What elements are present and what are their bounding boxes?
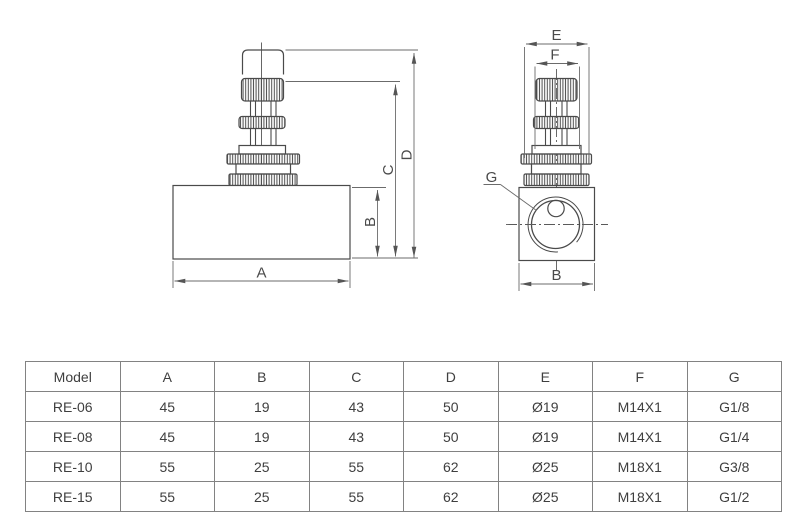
cell: 43: [309, 392, 404, 422]
knob-cap: [243, 50, 284, 75]
header-cell-f: F: [593, 362, 688, 392]
header-cell-a: A: [120, 362, 215, 392]
cell: 55: [120, 452, 215, 482]
flange-plate-2-side: [532, 164, 582, 174]
cell: G3/8: [687, 452, 782, 482]
cell: G1/4: [687, 422, 782, 452]
cell-model: RE-10: [26, 452, 121, 482]
dim-label-f: F: [550, 46, 560, 64]
cell: 45: [120, 422, 215, 452]
dim-label-c: C: [380, 164, 397, 176]
table-row-re15: [26, 482, 782, 512]
knurled-knob-side: [536, 79, 577, 102]
valve-body-front: [173, 186, 350, 260]
cell: Ø25: [498, 482, 593, 512]
cell: 25: [215, 482, 310, 512]
cell: 62: [404, 452, 499, 482]
cell-model: RE-15: [26, 482, 121, 512]
cell: 45: [120, 392, 215, 422]
header-cell-b: B: [215, 362, 310, 392]
header-cell-model: Model: [26, 362, 121, 392]
table-row-re06: [26, 392, 782, 422]
flange-plate: [239, 146, 286, 155]
knurled-knob: [242, 79, 284, 102]
flange-plate-2: [236, 164, 291, 174]
flange-plate-side: [532, 146, 581, 155]
cell: M14X1: [593, 422, 688, 452]
lower-stem: [251, 129, 277, 146]
cell: G1/8: [687, 392, 782, 422]
front-view: [173, 43, 350, 260]
cell: 19: [215, 422, 310, 452]
table-row-re08: [26, 422, 782, 452]
dim-label-e: E: [551, 27, 562, 44]
dim-label-d: D: [398, 149, 416, 161]
cell: M18X1: [593, 482, 688, 512]
knurled-locknut-side: [534, 117, 580, 129]
dim-label-a: A: [256, 264, 267, 282]
header-cell-d: D: [404, 362, 499, 392]
cell: 50: [404, 422, 499, 452]
side-view: [506, 69, 608, 272]
cell: 19: [215, 392, 310, 422]
cell: 43: [309, 422, 404, 452]
knurled-ring-large-side: [521, 154, 592, 164]
knurled-ring-lower-side: [524, 174, 589, 186]
cell: 50: [404, 392, 499, 422]
dim-label-g: G: [485, 169, 498, 186]
cell: G1/2: [687, 482, 782, 512]
cell: Ø19: [498, 422, 593, 452]
cell: M18X1: [593, 452, 688, 482]
knurled-ring-lower: [229, 174, 297, 186]
table-row-re10: [26, 452, 782, 482]
upper-stem: [251, 101, 277, 117]
table-header-row: [26, 362, 782, 392]
cell: 55: [309, 452, 404, 482]
cell: 62: [404, 482, 499, 512]
knurled-ring-large: [227, 154, 300, 164]
knurled-locknut: [239, 117, 285, 129]
cell: Ø19: [498, 392, 593, 422]
header-cell-g: G: [687, 362, 782, 392]
cell: Ø25: [498, 452, 593, 482]
cell-model: RE-08: [26, 422, 121, 452]
header-cell-c: C: [309, 362, 404, 392]
cell: 55: [120, 482, 215, 512]
dim-f: [535, 64, 580, 150]
cell-model: RE-06: [26, 392, 121, 422]
header-cell-e: E: [498, 362, 593, 392]
cell: 55: [309, 482, 404, 512]
dim-label-b-side: B: [551, 267, 562, 284]
dim-label-b: B: [362, 216, 379, 228]
cell: 25: [215, 452, 310, 482]
cell: M14X1: [593, 392, 688, 422]
spec-table: [25, 361, 782, 512]
